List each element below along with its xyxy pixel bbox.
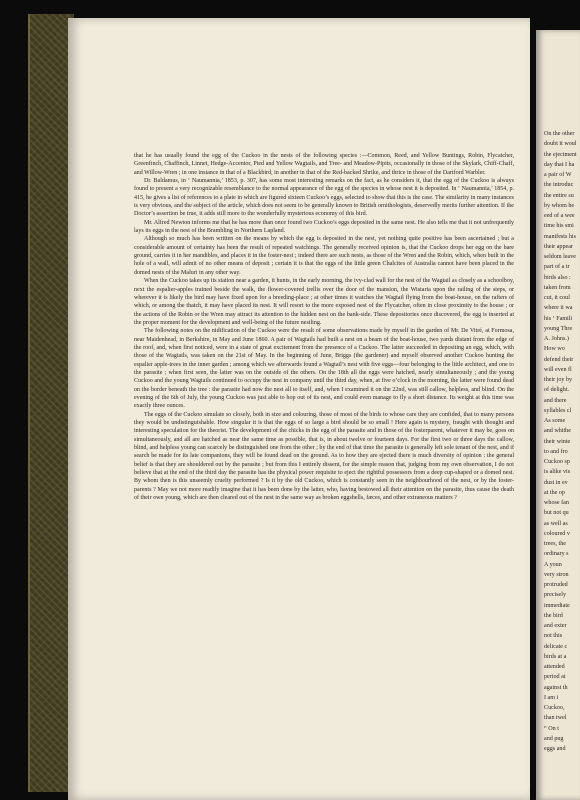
paragraph: that he has usually found the egg of the Cuckoo in the nests of the following species :—Common, Reed, and Yellow Buntings, Robin, Flycatcher, Greenfinch, Chaffinch, Linnet, Hedge-Accentor, Pied and Yellow Wagtails, and Tree- and Meadow-Pipits, occasionally in those of the Skylark, Chiff-Chaff, and Willow-Wren ; in one instance in that of a Blackbird, in another in that of the Red-backed Shrike, and thrice in those of the Dartford Warbler.	[134, 153, 514, 176]
right-page-line: against th	[544, 684, 568, 691]
right-page-line: How wo	[544, 346, 565, 353]
paragraph: The eggs of the Cuckoo simulate so closely, both in size and colouring, those of most of the birds to whose care they are confided, that to many persons they would be undistinguishable. How singular it is that the eggs of so large a bird should be so small ! Here again is mystery, fraught with thought and interesting speculation for the theorist. The development of the chicks in the egg of the parasite and in those of the fosterparent, whatever it may be, goes on simultaneously, and all are hatched as near the same time as possible, that is, in about twelve or fourteen days. For the first two or three days the callow, blind, and helpless young can scarcely be distinguished one from the other ; by the end of that time the parasite is generally left sole tenant of the nest, and if search be made for its late companions, they will be found dead on the ground. As to how they are ejected there is much diversity of opinion : the general belief is that they are shouldered out by the parasite ; but from this I entirely dissent, for the simple reason that, judging from my own observation, I do not believe that at the end of the third day the parasite has the physical power requisite to eject the rightful possessors from a deep cup-shaped or a domed nest. By whom then is this unseemly cruelty performed ? Is it by the old Cuckoo, which is constantly seen in the neighbourhood of the nest, or by the foster-parents ? May we not more readily imagine that it has been done by the latter, who, having bestowed all their attention on the parasite, thus cause the death of their own young, which are then cleared out of the nest in the same way as broken eggshells, fæces, and other extraneous matters ?	[134, 411, 514, 502]
right-page-line: as well as	[544, 520, 568, 527]
right-page-line: A youn	[544, 561, 562, 568]
right-page-line: of delight.	[544, 387, 570, 394]
right-page-line: Cuckoo,	[544, 705, 565, 711]
left-book-page	[68, 18, 530, 800]
right-page-line: day that I ha	[544, 161, 575, 168]
right-page-line: delicate c	[544, 643, 568, 650]
right-page-line: his ‘ Famili	[544, 315, 573, 322]
right-page-line: taken from	[544, 284, 571, 291]
right-page-line: and whithe	[544, 428, 571, 435]
right-page-line: precisely	[544, 592, 566, 599]
right-page-line: at the op	[544, 489, 565, 496]
right-page-line: the introduc	[544, 182, 574, 189]
page-body-text	[134, 152, 514, 502]
right-page-line: not this	[544, 633, 563, 640]
right-page-line: period at	[544, 674, 566, 681]
right-page-line: syllables cl	[544, 407, 572, 414]
paragraph: Although so much has been written on the means by which the egg is deposited in the nest, yet nothing quite positive has been ascertained ; but a considerable amount of certainty has been the result of repeated watchings. The generally received opinion is, that the Cuckoo drops her egg on the bare ground, carries it in her mandibles, and places it in the foster-nest ; indeed there are such nests, as those of the Wren and the Robin, which, when built in the hole of a wall, will admit of no other means of deposit ; certain it is that the eggs of the little green Chalcites of Australia cannot have been placed in the domed nests of the Maluri in any other way.	[134, 236, 514, 276]
right-page-line: dust in ev	[544, 479, 568, 486]
right-page-line: and exter	[544, 623, 567, 629]
right-page-line: As some	[544, 418, 566, 424]
right-page-line: defend their	[544, 356, 574, 363]
paragraph: Dr. Baldamus, in ‘ Naumannia,’ 1853, p. 307, has some most interesting remarks on the fact, as he considers it, that the egg of the Cuckoo is always found to present a very recognizable resemblance to the normal appearance of the egg of the species in whose nest it is deposited. In ‘ Naumannia,’ 1854, p. 415, he gives a list of references to a plate in which are figured sixteen Cuckoo’s eggs, selected to show that this is the case. The similarity in many instances is very obvious, and the subject of the article, which does not seem to be generally known to British ornithologists, deservedly merits further attention. If the Doctor’s assertion be true, it adds still more to the wonderfully mysterious economy of this bird.	[134, 178, 514, 218]
right-page-line: than twel	[544, 715, 567, 722]
right-page-line: eggs and	[544, 746, 566, 752]
right-page-line: whose fan	[544, 500, 569, 506]
right-page-line: the ejectment	[544, 151, 577, 158]
right-page-line: trees, the	[544, 541, 566, 547]
right-page-line: is alike vis	[544, 469, 571, 476]
right-page-line: immediate	[544, 602, 570, 609]
right-page-line: Cuckoo sp	[544, 459, 570, 465]
paragraph: Mr. Alfred Newton informs me that he has more than once found two Cuckoo’s eggs deposited in the same nest. He also tells me that it not unfrequently lays its eggs in the nest of the Brambling in Northern Lapland.	[134, 219, 514, 235]
right-page-line: ordinary s	[544, 551, 569, 558]
right-page-line: by whom he	[544, 202, 575, 209]
right-page-line: birds at a	[544, 653, 567, 660]
right-page-line: eed of a wee	[544, 213, 575, 219]
right-page-line: their appear	[544, 243, 573, 250]
right-page-line: young Thre	[544, 325, 573, 332]
right-page-line: “ On t	[544, 725, 559, 732]
right-page-line: manifests his	[544, 233, 576, 240]
paragraph: When the Cuckoo takes up its station near a garden, it hunts, in the early morning, the ivy-clad wall for the nest of the Wagtail as closely as a schoolboy, next the espalier-apples trained beside the walk, the flower-covered trellis over the door of the mansion, the Wistaria upon the railing of the steps, or wherever it is likely the bird may have fixed upon for a breeding-place ; at other times it watches the Wagtail flying from the boat-house, on the rafters of which, or among the thatch, it may have placed its nest. It will resort to the more exposed nest of the Flycatcher, often in close proximity to the house ; or the actions of the Robin or the Wren may attract its attention to the hidden nest on the bank-side. These depositories once discovered, the egg is inserted at the proper moment for the development and well-being of the future nestling.	[134, 278, 514, 326]
right-page-line: the entire su	[544, 192, 574, 199]
right-book-page-fragment	[536, 30, 580, 800]
right-page-line: attended	[544, 664, 565, 670]
right-page-line: the bird	[544, 612, 563, 619]
right-page-line: part of a tr	[544, 264, 570, 271]
right-page-line: birds also :	[544, 274, 571, 281]
paragraph: The following notes on the nidification of the Cuckoo were the result of some observations made by myself in the garden of Mr. De Vitré, at Formosa, near Maidenhead, in Berkshire, in May and June 1860. A pair of Wagtails had built a nest on a beam of the boat-house, two yards distant from the edge of the roof, and, when first noticed, were in a state of great excitement from the presence of a Cuckoo. The latter succeeded in depositing an egg, which, with those of the Wagtails, was taken on the 21st of May. In the beginning of June, Briggs (the gardener) and myself observed another Cuckoo hunting the espalier apple-trees in the inner garden ; among which we afterwards found a Wagtail’s nest with five eggs—four belonging to the little architect, and one to the parasite ; when first seen, the latter was on the outside of the others. On the 18th all the eggs were hatched, nearly simultaneously ; and the young Cuckoo and the young Wagtails continued to occupy the nest in company until the third day, when, at five o’clock in the morning, the latter were found dead on the border beneath the tree : the parasite had now the nest all to itself, and, when I examined it on the 22nd, was still callow, helpless, and blind. On the evening of the 6th of July, the young Cuckoo was just able to hop out of its nest, and could even manage to fly a short distance. Its weight at this time was exactly three ounces.	[134, 328, 514, 410]
right-page-line: I am i	[544, 694, 559, 701]
right-page-line: coloured v	[544, 530, 570, 537]
right-page-line: their winte	[544, 438, 571, 445]
right-page-line: On the other	[544, 131, 575, 137]
right-page-line: but not qu	[544, 510, 569, 517]
right-page-line: time his smi	[544, 223, 574, 230]
right-page-line: A. Johns.)	[544, 336, 569, 342]
right-page-line: protruded	[544, 582, 568, 588]
right-page-line: seldom leave	[544, 254, 576, 260]
right-page-line: doubt it woul	[544, 141, 577, 148]
right-page-line: where it wa	[544, 305, 573, 312]
right-page-line: and pug	[544, 735, 564, 742]
right-page-line: very stron	[544, 571, 569, 578]
right-page-line: their joy by	[544, 377, 573, 383]
right-page-line: a pair of W	[544, 172, 572, 178]
right-page-line: will even fl	[544, 366, 572, 373]
right-page-line: cut, it coul	[544, 295, 570, 301]
right-page-line: and there	[544, 397, 567, 404]
right-page-line: to and fro	[544, 448, 568, 455]
